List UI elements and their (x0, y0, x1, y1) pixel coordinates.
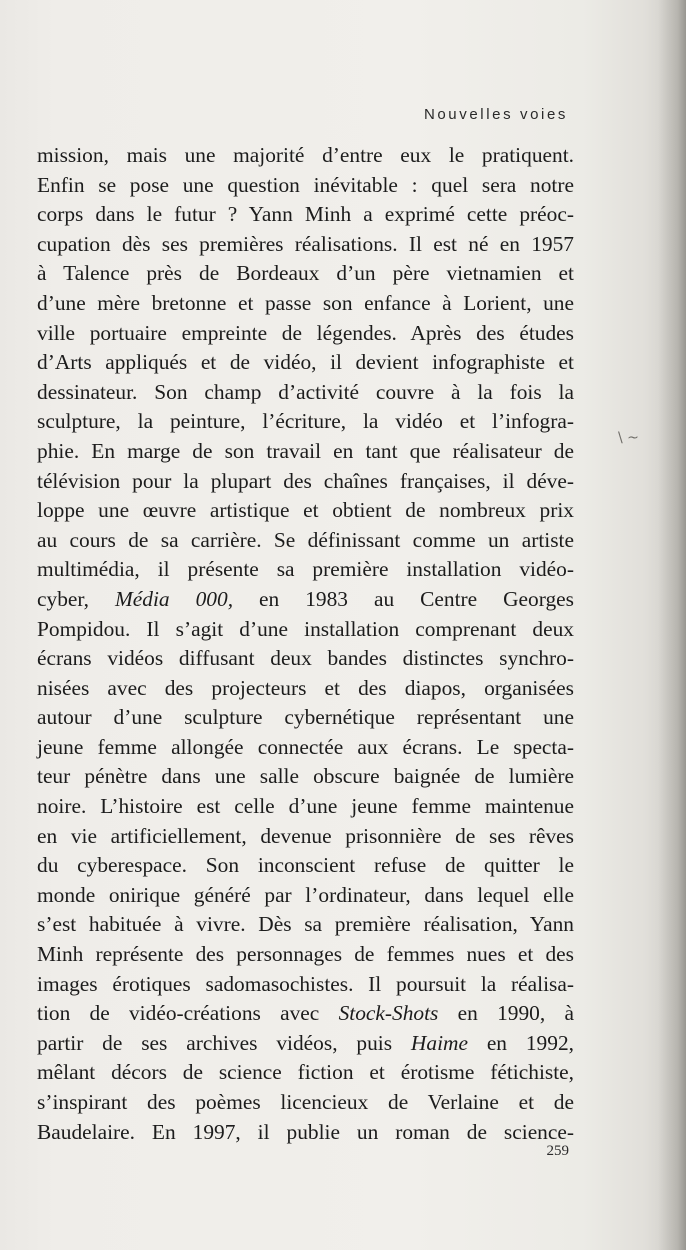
show-through-mark: \ ~ (618, 430, 639, 446)
text-line: teur pénètre dans une salle obscure baignée de lumière (37, 764, 574, 789)
text-line: autour d’une sculpture cybernétique représentant une (37, 705, 574, 730)
text-line: au cours de sa carrière. Se définissant comme un artiste (37, 527, 574, 552)
text-line: d’Arts appliqués et de vidéo, il devient infographiste et (37, 350, 574, 375)
text-line: ville portuaire empreinte de légendes. Après des études (37, 320, 574, 345)
page-number: 259 (546, 1143, 569, 1159)
text-segment: en 1990, à (457, 1001, 574, 1026)
text-segment: cyber, (37, 586, 89, 611)
text-line: mission, mais une majorité d’entre eux le pratiquent. (37, 143, 574, 167)
text-line: noire. L’histoire est celle d’une jeune femme maintenue (37, 794, 574, 819)
text-line: mêlant décors de science fiction et érotisme fétichiste, (37, 1060, 574, 1085)
text-line: Baudelaire. En 1997, il publie un roman de science- (37, 1119, 574, 1144)
text-line: loppe une œuvre artistique et obtient de nombreux prix (37, 498, 574, 523)
page-edge-shadow (658, 0, 686, 1250)
text-segment: tion de vidéo-créations avec (37, 1001, 320, 1026)
text-segment: en 1992, (486, 1030, 574, 1055)
text-segment: en 1983 au Centre Georges (259, 586, 574, 611)
text-line: s’est habituée à vivre. Dès sa première réalisation, Yann (37, 912, 574, 937)
text-line: dessinateur. Son champ d’activité couvre à la fois la (37, 379, 574, 404)
text-line (37, 1029, 574, 1059)
body-text (37, 141, 574, 1147)
text-line: monde onirique généré par l’ordinateur, dans lequel elle (37, 882, 574, 907)
text-line: corps dans le futur ? Yann Minh a exprimé cette préoc- (37, 202, 574, 227)
text-line: phie. En marge de son travail en tant que réalisateur de (37, 438, 574, 463)
text-line (37, 585, 574, 615)
text-line: écrans vidéos diffusant deux bandes distinctes synchro- (37, 646, 574, 671)
text-line: images érotiques sadomasochistes. Il poursuit la réalisa- (37, 971, 574, 996)
text-segment: partir de ses archives vidéos, puis (37, 1030, 393, 1055)
running-head: Nouvelles voies (423, 106, 568, 123)
text-line: à Talence près de Bordeaux d’un père vietnamien et (37, 261, 574, 286)
text-line: Enfin se pose une question inévitable : quel sera notre (37, 172, 574, 197)
text-line: sculpture, la peinture, l’écriture, la vidéo et l’infogra- (37, 409, 574, 434)
text-line: d’une mère bretonne et passe son enfance à Lorient, une (37, 290, 574, 315)
italic-title: Stock-Shots (338, 1001, 439, 1026)
text-line: Pompidou. Il s’agit d’une installation comprenant deux (37, 616, 574, 641)
text-line: s’inspirant des poèmes licencieux de Verlaine et de (37, 1090, 574, 1114)
text-line: en vie artificiellement, devenue prisonnière de ses rêves (37, 823, 574, 848)
text-line: Minh représente des personnages de femmes nues et des (37, 942, 574, 967)
italic-title: Média 000, (114, 586, 234, 611)
italic-title: Haime (410, 1030, 468, 1055)
text-line: télévision pour la plupart des chaînes françaises, il déve- (37, 468, 574, 493)
text-line: du cyberespace. Son inconscient refuse de quitter le (37, 853, 574, 878)
text-line: nisées avec des projecteurs et des diapos, organisées (37, 675, 574, 700)
text-line: jeune femme allongée connectée aux écrans. Le specta- (37, 734, 574, 759)
text-line: cupation dès ses premières réalisations. Il est né en 1957 (37, 231, 574, 256)
text-line (37, 999, 574, 1029)
text-line: multimédia, il présente sa première installation vidéo- (37, 557, 574, 582)
